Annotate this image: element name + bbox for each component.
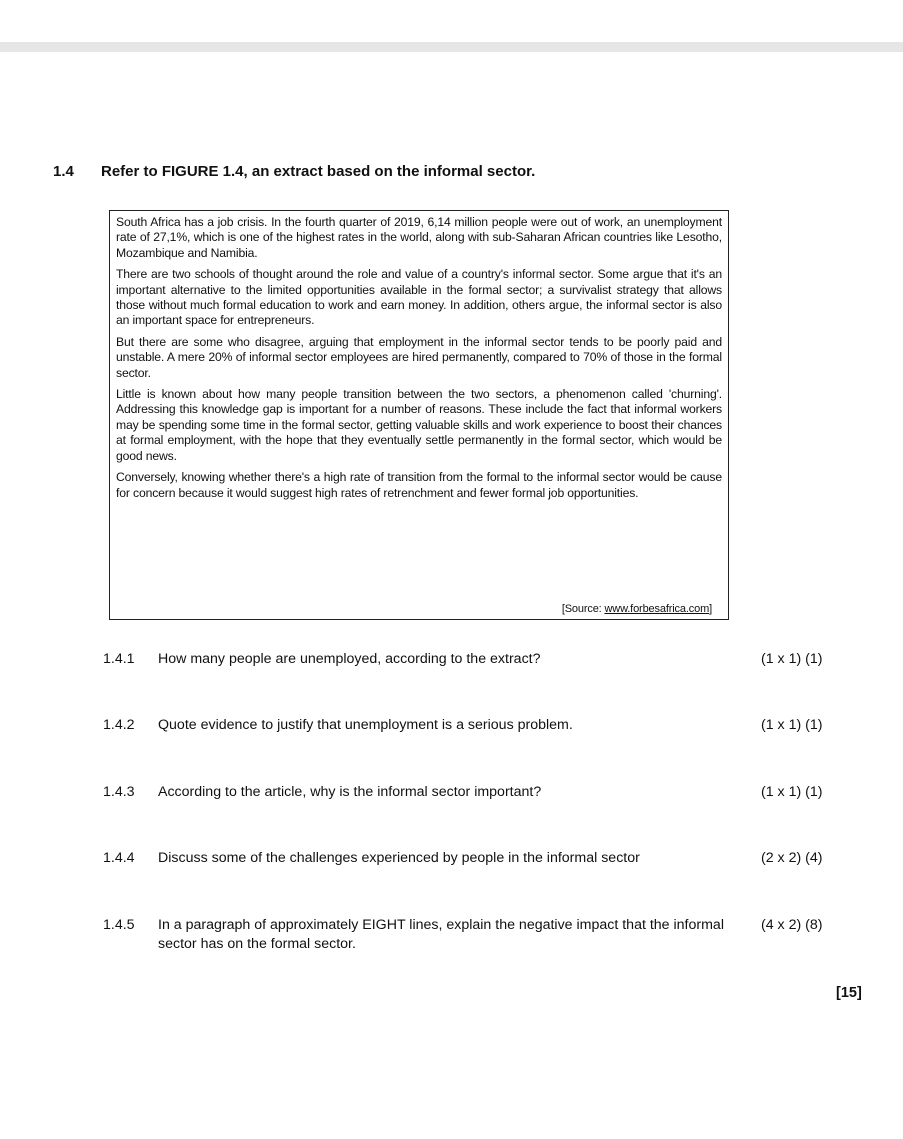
top-separator-bar bbox=[0, 42, 903, 52]
sub-question-marks: (1 x 1) (1) bbox=[761, 717, 823, 733]
source-prefix: [Source: bbox=[561, 603, 605, 615]
source-citation bbox=[562, 603, 712, 616]
sub-question-number: 1.4.4 bbox=[103, 850, 135, 866]
sub-question-text: Quote evidence to justify that unemployment is a serious problem. bbox=[158, 717, 573, 733]
sub-question-text: Discuss some of the challenges experienced by people in the informal sector bbox=[158, 850, 640, 866]
sub-question-number: 1.4.1 bbox=[103, 651, 135, 667]
source-suffix: ] bbox=[709, 603, 712, 615]
sub-question-marks: (1 x 1) (1) bbox=[761, 784, 823, 800]
extract-paragraph: Little is known about how many people transition between the two sectors, a phenomenon called 'churning'. Addressing this knowledge gap is important for a number of reasons. These include the fact that informal workers may be spending some time in the formal sector, getting valuable skills and work experience to boost their chances at formal employment, with the hope that they eventually settle permanently in the formal sector, which would be good news. bbox=[116, 387, 722, 463]
sub-question-number: 1.4.2 bbox=[103, 717, 135, 733]
extract-paragraph: There are two schools of thought around the role and value of a country's informal sector. Some argue that it's an important alternative to the limited opportunities available in the formal sector; a survivalist strategy that allows those without much formal education to work and earn money. In addition, others argue, the informal sector is also an important space for entrepreneurs. bbox=[116, 267, 722, 328]
source-link[interactable]: www.forbesafrica.com bbox=[604, 603, 710, 615]
sub-question-number: 1.4.5 bbox=[103, 917, 135, 933]
sub-question-marks: (4 x 2) (8) bbox=[761, 917, 823, 933]
sub-question-number: 1.4.3 bbox=[103, 784, 135, 800]
sub-question-marks: (1 x 1) (1) bbox=[761, 651, 823, 667]
extract-paragraph: But there are some who disagree, arguing that employment in the informal sector tends to be poorly paid and unstable. A mere 20% of informal sector employees are hired permanently, compared to 70% of those in the formal sector. bbox=[116, 334, 722, 380]
question-number: 1.4 bbox=[53, 163, 74, 180]
sub-question-text: According to the article, why is the informal sector important? bbox=[158, 784, 542, 800]
question-prompt: Refer to FIGURE 1.4, an extract based on the informal sector. bbox=[101, 163, 536, 180]
sub-question-text: How many people are unemployed, according to the extract? bbox=[158, 651, 541, 667]
sub-question-text: In a paragraph of approximately EIGHT lines, explain the negative impact that the informal sector has on the formal sector. bbox=[158, 917, 724, 952]
sub-question-marks: (2 x 2) (4) bbox=[761, 850, 823, 866]
total-marks: [15] bbox=[836, 985, 862, 1001]
figure-extract-box bbox=[109, 210, 729, 620]
extract-paragraph: South Africa has a job crisis. In the fourth quarter of 2019, 6,14 million people were out of work, an unemployment rate of 27,1%, which is one of the highest rates in the world, along with sub-Saharan African countries like Lesotho, Mozambique and Namibia. bbox=[116, 215, 722, 260]
extract-paragraph: Conversely, knowing whether there's a high rate of transition from the formal to the informal sector would be cause for concern because it would suggest high rates of retrenchment and fewer formal job opportunities. bbox=[116, 470, 722, 500]
